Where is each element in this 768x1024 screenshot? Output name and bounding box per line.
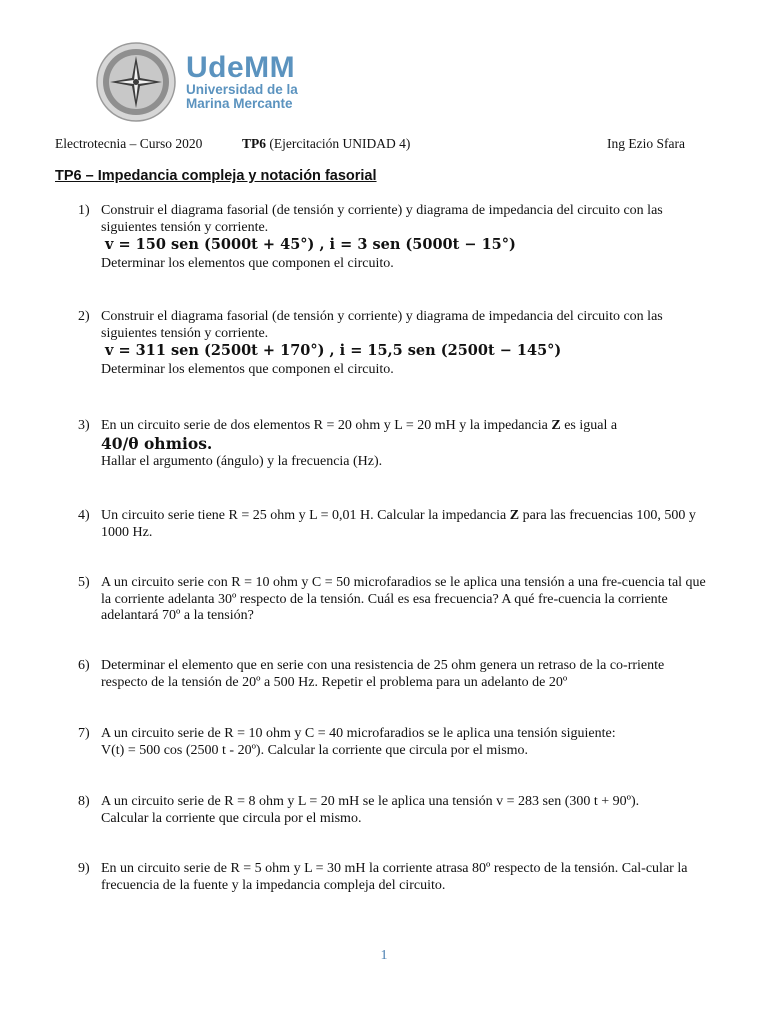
brand-name: UdeMM [186, 51, 296, 84]
exercise-text-line-1: A un circuito serie de R = 10 ohm y C = 40 microfaradios se le aplica una tensión siguiente: [101, 726, 616, 741]
exercise-formula: v = 150 sen (5000t + 45°) , i = 3 sen (5000t − 15°) [105, 236, 516, 253]
exercise-formula: 40/θ ohmios. [101, 433, 213, 453]
exercise-item-6 [78, 658, 708, 691]
exercise-item-8 [78, 794, 708, 827]
exercise-number: 7) [78, 726, 90, 741]
tp-label [242, 136, 410, 152]
exercise-number: 9) [78, 861, 90, 876]
exercise-text: A un circuito serie con R = 10 ohm y C = 50 microfaradios se le aplica una tensión a una fre-cuencia tal que la corriente adelanta 30º respecto de la tensión. Cuál es esa frecuencia? A qué fre-cuencia la corriente adelantará 70º a la tensión? [101, 575, 706, 623]
course-label: Electrotecnia – Curso 2020 [55, 136, 203, 151]
exercise-text: Construir el diagrama fasorial (de tensión y corriente) y diagrama de impedancia del circuito con las siguientes tensión y corriente. [101, 309, 663, 341]
university-logo [96, 42, 298, 122]
impedance-symbol: Z [509, 508, 520, 523]
exercise-text-b: es igual a [560, 418, 618, 433]
exercise-item-4 [78, 508, 708, 541]
exercise-text-a: En un circuito serie de dos elementos R = 20 ohm y L = 20 mH y la impedancia [101, 418, 552, 433]
exercise-number: 3) [78, 418, 90, 433]
brand-text [186, 53, 298, 111]
exercise-number: 2) [78, 309, 90, 324]
exercise-text-line-2: Calcular la corriente que circula por el mismo. [101, 810, 362, 826]
exercise-followup: Determinar los elementos que componen el circuito. [101, 361, 394, 377]
exercise-number: 5) [78, 575, 90, 590]
exercise-number: 8) [78, 794, 90, 809]
tp-label-rest: (Ejercitación UNIDAD 4) [266, 136, 411, 151]
tp-label-bold: TP6 [242, 136, 267, 151]
exercise-text: Construir el diagrama fasorial (de tensión y corriente) y diagrama de impedancia del circuito con las siguientes tensión y corriente. [101, 203, 663, 235]
page-number: 1 [380, 948, 388, 963]
exercise-followup: Hallar el argumento (ángulo) y la frecuencia (Hz). [101, 454, 383, 469]
exercise-item-9 [78, 861, 708, 894]
exercise-number: 6) [78, 658, 90, 673]
exercise-number: 1) [78, 203, 90, 218]
exercise-text: En un circuito serie de R = 5 ohm y L = 30 mH la corriente atrasa 80º respecto de la tensión. Cal-cular la frecuencia de la fuente y la impedancia compleja del circuito. [101, 861, 688, 893]
exercise-item-3 [78, 418, 708, 471]
exercise-item-5 [78, 575, 708, 625]
brand-line-2: Marina Mercante [186, 96, 293, 111]
exercise-followup: Determinar los elementos que componen el circuito. [101, 255, 394, 271]
exercise-item-1 [78, 203, 708, 272]
exercise-text [101, 508, 708, 541]
exercise-text-line-1: A un circuito serie de R = 8 ohm y L = 20 mH se le aplica una tensión v = 283 sen (300 t + 90º). [101, 794, 640, 809]
exercise-text-line-2: V(t) = 500 cos (2500 t - 20º). Calcular la corriente que circula por el mismo. [101, 742, 529, 758]
exercise-item-7 [78, 726, 708, 759]
exercise-formula: v = 311 sen (2500t + 170°) , i = 15,5 sen (2500t − 145°) [105, 342, 562, 359]
exercise-text [101, 418, 708, 435]
exercise-text-b: para las frecuencias 100, 500 y 1000 Hz. [101, 508, 696, 540]
impedance-symbol: Z [551, 418, 561, 433]
brand-line-1: Universidad de la [186, 82, 298, 97]
exercise-text: Determinar el elemento que en serie con una resistencia de 25 ohm genera un retraso de la co-rriente respecto de la tensión de 20º a 500 Hz. Repetir el problema para un adelanto de 20º [101, 658, 665, 690]
exercise-item-2 [78, 309, 708, 378]
exercise-text-a: Un circuito serie tiene R = 25 ohm y L = 0,01 H. Calcular la impedancia [101, 508, 510, 523]
page-title: TP6 – Impedancia compleja y notación fasorial [55, 168, 377, 184]
exercise-number: 4) [78, 508, 90, 523]
teacher-label: Ing Ezio Sfara [607, 136, 685, 151]
seal-icon [96, 42, 176, 122]
